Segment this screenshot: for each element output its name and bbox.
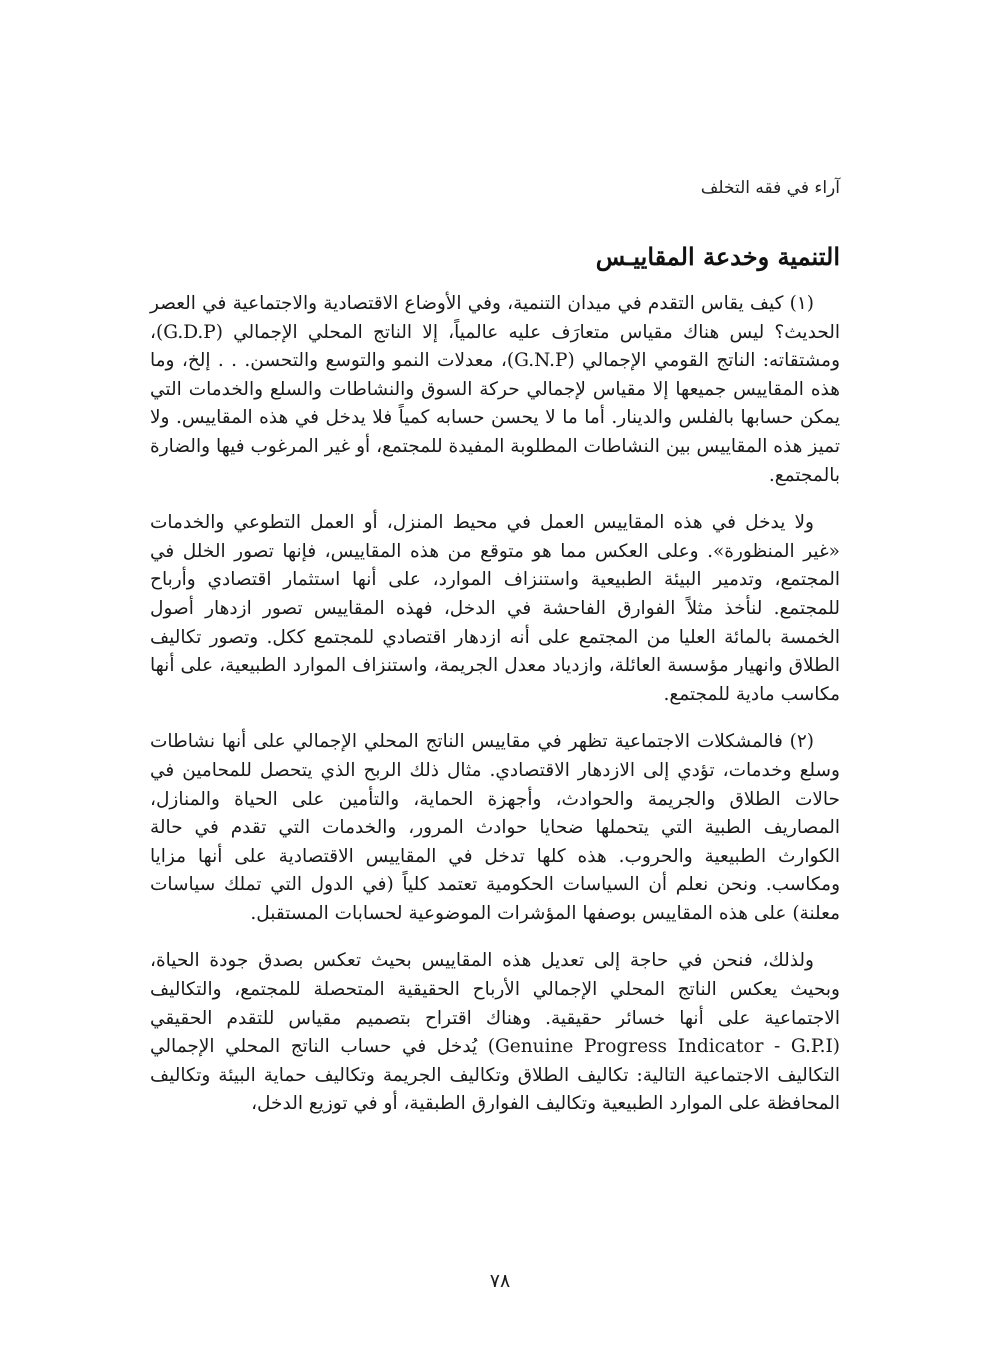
running-header: آراء في فقه التخلف (700, 178, 840, 198)
page-number: ٧٨ (489, 1270, 511, 1292)
paragraph-1: (١) كيف يقاس التقدم في ميدان التنمية، وفي الأوضاع الاقتصادية والاجتماعية في العصر الحديث؟ ليس هناك مقياس متعارَف عليه عالمياً، إلا الناتج المحلي الإجمالي (G.D.P)، ومشتقاته: الناتج القومي الإجمالي (G.N.P)، معدلات النمو والتوسع والتحسن. . . إلخ، وما هذه المقاييس جميعها إلا مقياس لإجمالي حركة السوق والنشاطات والسلع والخدمات التي يمكن حسابها بالفلس والدينار. أما ما لا يحسن حسابه كمياً فلا يدخل في هذه المقاييس. ولا تميز هذه المقاييس بين النشاطات المطلوبة المفيدة للمجتمع، أو غير المرغوب فيها والضارة بالمجتمع. (150, 293, 840, 486)
paragraph-3: (٢) فالمشكلات الاجتماعية تظهر في مقاييس الناتج المحلي الإجمالي على أنها نشاطات وسلع وخدمات، تؤدي إلى الازدهار الاقتصادي. مثال ذلك الربح الذي يتحصل للمحامين في حالات الطلاق والجريمة والحوادث، وأجهزة الحماية، والتأمين على الحياة والمنازل، المصاريف الطبية التي يتحملها ضحايا حوادث المرور، والخدمات التي تقدم في حالة الكوارث الطبيعية والحروب. هذه كلها تدخل في المقاييس الاقتصادية على أنها مزايا ومكاسب. ونحن نعلم أن السياسات الحكومية تعتمد كلياً (في الدول التي تملك سياسات معلنة) على هذه المقاييس بوصفها المؤشرات الموضوعية لحسابات المستقبل. (150, 731, 840, 924)
body-text (150, 290, 840, 1138)
paragraph-4: ولذلك، فنحن في حاجة إلى تعديل هذه المقاييس بحيث تعكس بصدق جودة الحياة، وبحيث يعكس الناتج المحلي الإجمالي الأرباح الحقيقية المتحصلة للمجتمع، والتكاليف الاجتماعية على أنها خسائر حقيقية. وهناك اقتراح بتصميم مقياس للتقدم الحقيقي (Genuine Progress Indicator - G.P.I) يُدخل في حساب الناتج المحلي الإجمالي التكاليف الاجتماعية التالية: تكاليف الطلاق وتكاليف الجريمة وتكاليف حماية البيئة وتكاليف المحافظة على الموارد الطبيعية وتكاليف الفوارق الطبقية، أو في توزيع الدخل، (150, 950, 840, 1115)
section-title: التنمية وخدعة المقاييـس (595, 242, 840, 271)
paragraph-2: ولا يدخل في هذه المقاييس العمل في محيط المنزل، أو العمل التطوعي والخدمات «غير المنظورة». وعلى العكس مما هو متوقع من هذه المقاييس، فإنها تصور الخلل في المجتمع، وتدمير البيئة الطبيعية واستنزاف الموارد، على أنها استثمار اقتصادي وأرباح للمجتمع. لنأخذ مثلاً الفوارق الفاحشة في الدخل، فهذه المقاييس تصور ازدهار أصول الخمسة بالمائة العليا من المجتمع على أنه ازدهار اقتصادي للمجتمع ككل. وتصور تكاليف الطلاق وانهيار مؤسسة العائلة، وازدياد معدل الجريمة، واستنزاف الموارد الطبيعية، على أنها مكاسب مادية للمجتمع. (150, 512, 840, 705)
